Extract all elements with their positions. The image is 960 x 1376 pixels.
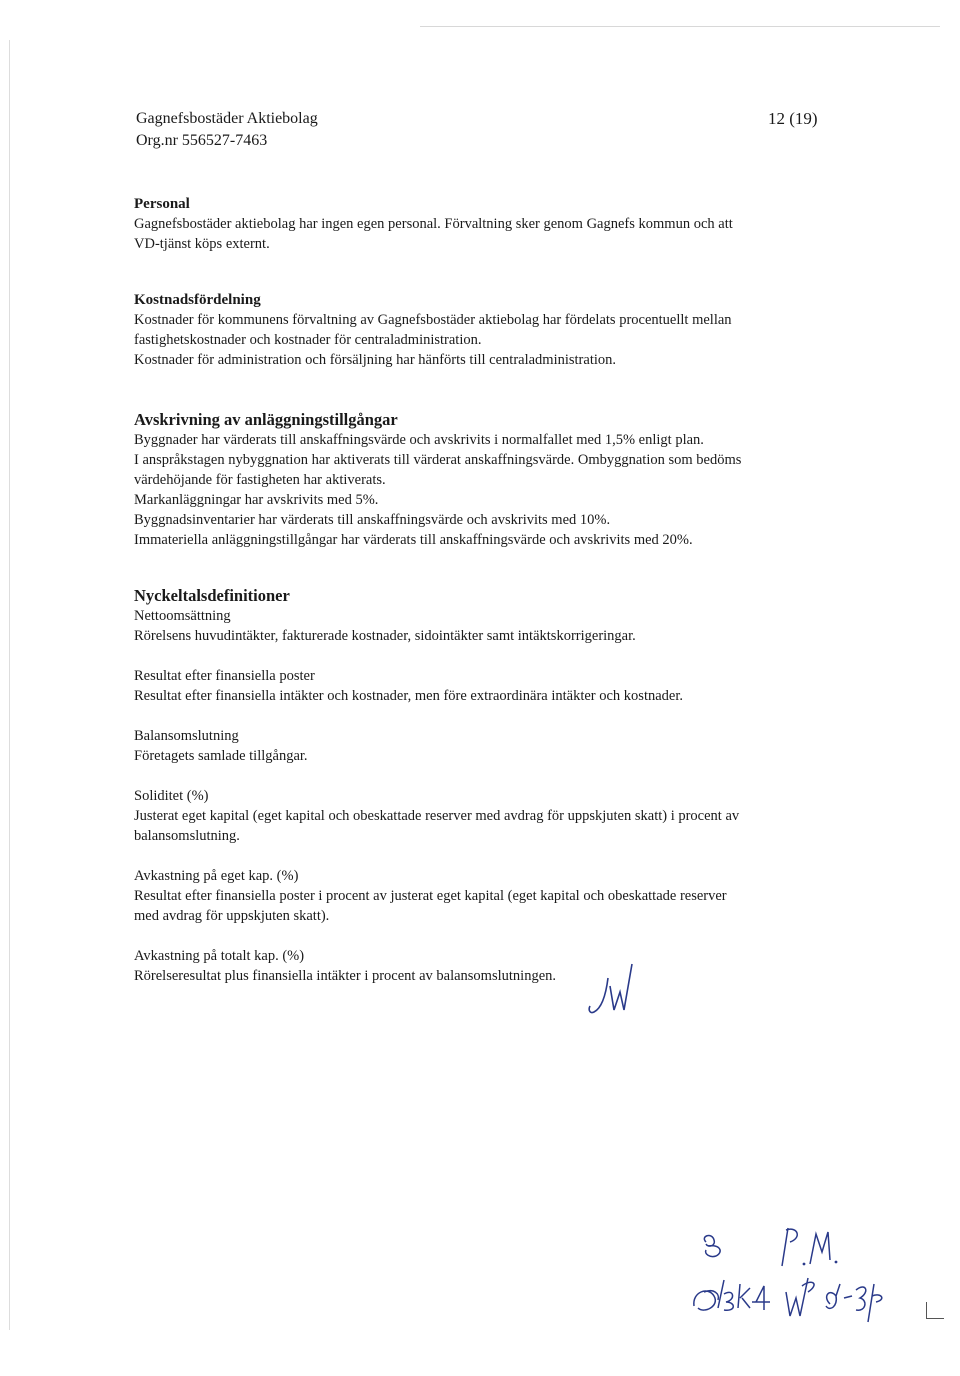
page-header-left bbox=[136, 108, 318, 152]
signature-initials-inline bbox=[586, 958, 636, 1024]
definition-soliditet bbox=[134, 786, 834, 846]
definition-term: Soliditet (%) bbox=[134, 788, 209, 804]
signature-block bbox=[690, 1222, 890, 1332]
org-number: Org.nr 556527-7463 bbox=[136, 132, 268, 149]
section-nyckeltal bbox=[134, 586, 834, 986]
definition-text: med avdrag för uppskjuten skatt). bbox=[134, 908, 330, 924]
section-line: Immateriella anläggningstillgångar har värderats till anskaffningsvärde och avskrivits med 20%. bbox=[134, 532, 693, 548]
definition-text: Resultat efter finansiella intäkter och kostnader, men före extraordinära intäkter och kostnader. bbox=[134, 688, 683, 704]
scan-tick-right-vert bbox=[926, 1302, 927, 1318]
section-title: Kostnadsfördelning bbox=[134, 292, 261, 308]
definition-text: Justerat eget kapital (eget kapital och obeskattade reserver med avdrag för uppskjuten skatt) i procent av bbox=[134, 808, 740, 824]
definition-text: Rörelseresultat plus finansiella intäkter i procent av balansomslutningen. bbox=[134, 968, 557, 984]
page-number: 12 (19) bbox=[768, 109, 818, 128]
definition-balansomslutning bbox=[134, 726, 834, 766]
section-personal bbox=[134, 194, 834, 254]
section-line: Markanläggningar har avskrivits med 5%. bbox=[134, 492, 379, 508]
section-title: Nyckeltalsdefinitioner bbox=[134, 586, 290, 605]
scan-edge-left bbox=[9, 40, 10, 1330]
section-avskrivning bbox=[134, 410, 834, 550]
definition-nettoomsattning bbox=[134, 606, 834, 646]
definition-text: Företagets samlade tillgångar. bbox=[134, 748, 308, 764]
definition-avkastning-totalt bbox=[134, 946, 834, 986]
definition-term: Nettoomsättning bbox=[134, 608, 231, 624]
definition-avkastning-eget bbox=[134, 866, 834, 926]
section-title: Avskrivning av anläggningstillgångar bbox=[134, 410, 398, 429]
definition-term: Balansomslutning bbox=[134, 728, 239, 744]
section-title: Personal bbox=[134, 196, 190, 212]
section-line: Gagnefsbostäder aktiebolag har ingen egen personal. Förvaltning sker genom Gagnefs kommun och att bbox=[134, 216, 733, 232]
section-line: I anspråkstagen nybyggnation har aktiverats till värderat anskaffningsvärde. Ombyggnation som bedöms bbox=[134, 452, 742, 468]
section-line: Byggnader har värderats till anskaffningsvärde och avskrivits i normalfallet med 1,5% enligt plan. bbox=[134, 432, 704, 448]
definition-resultat bbox=[134, 666, 834, 706]
section-line: Kostnader för kommunens förvaltning av Gagnefsbostäder aktiebolag har fördelats procentuellt mellan bbox=[134, 312, 732, 328]
section-kostnadsfordelning bbox=[134, 290, 834, 370]
section-line: Byggnadsinventarier har värderats till anskaffningsvärde och avskrivits med 10%. bbox=[134, 512, 611, 528]
section-line: Kostnader för administration och försäljning har hänförts till centraladministration. bbox=[134, 352, 616, 368]
scan-edge-top bbox=[420, 26, 940, 27]
section-line: VD-tjänst köps externt. bbox=[134, 236, 270, 252]
definition-term: Avkastning på eget kap. (%) bbox=[134, 868, 299, 884]
definition-term: Resultat efter finansiella poster bbox=[134, 668, 315, 684]
definition-text: Rörelsens huvudintäkter, fakturerade kostnader, sidointäkter samt intäktskorrigeringar. bbox=[134, 628, 636, 644]
definition-text: Resultat efter finansiella poster i procent av justerat eget kapital (eget kapital och obeskattade reserver bbox=[134, 888, 727, 904]
company-name: Gagnefsbostäder Aktiebolag bbox=[136, 110, 318, 127]
section-line: värdehöjande för fastigheten har aktiverats. bbox=[134, 472, 386, 488]
section-line: fastighetskostnader och kostnader för centraladministration. bbox=[134, 332, 482, 348]
definition-text: balansomslutning. bbox=[134, 828, 240, 844]
definition-term: Avkastning på totalt kap. (%) bbox=[134, 948, 305, 964]
scan-tick-right bbox=[926, 1318, 944, 1319]
